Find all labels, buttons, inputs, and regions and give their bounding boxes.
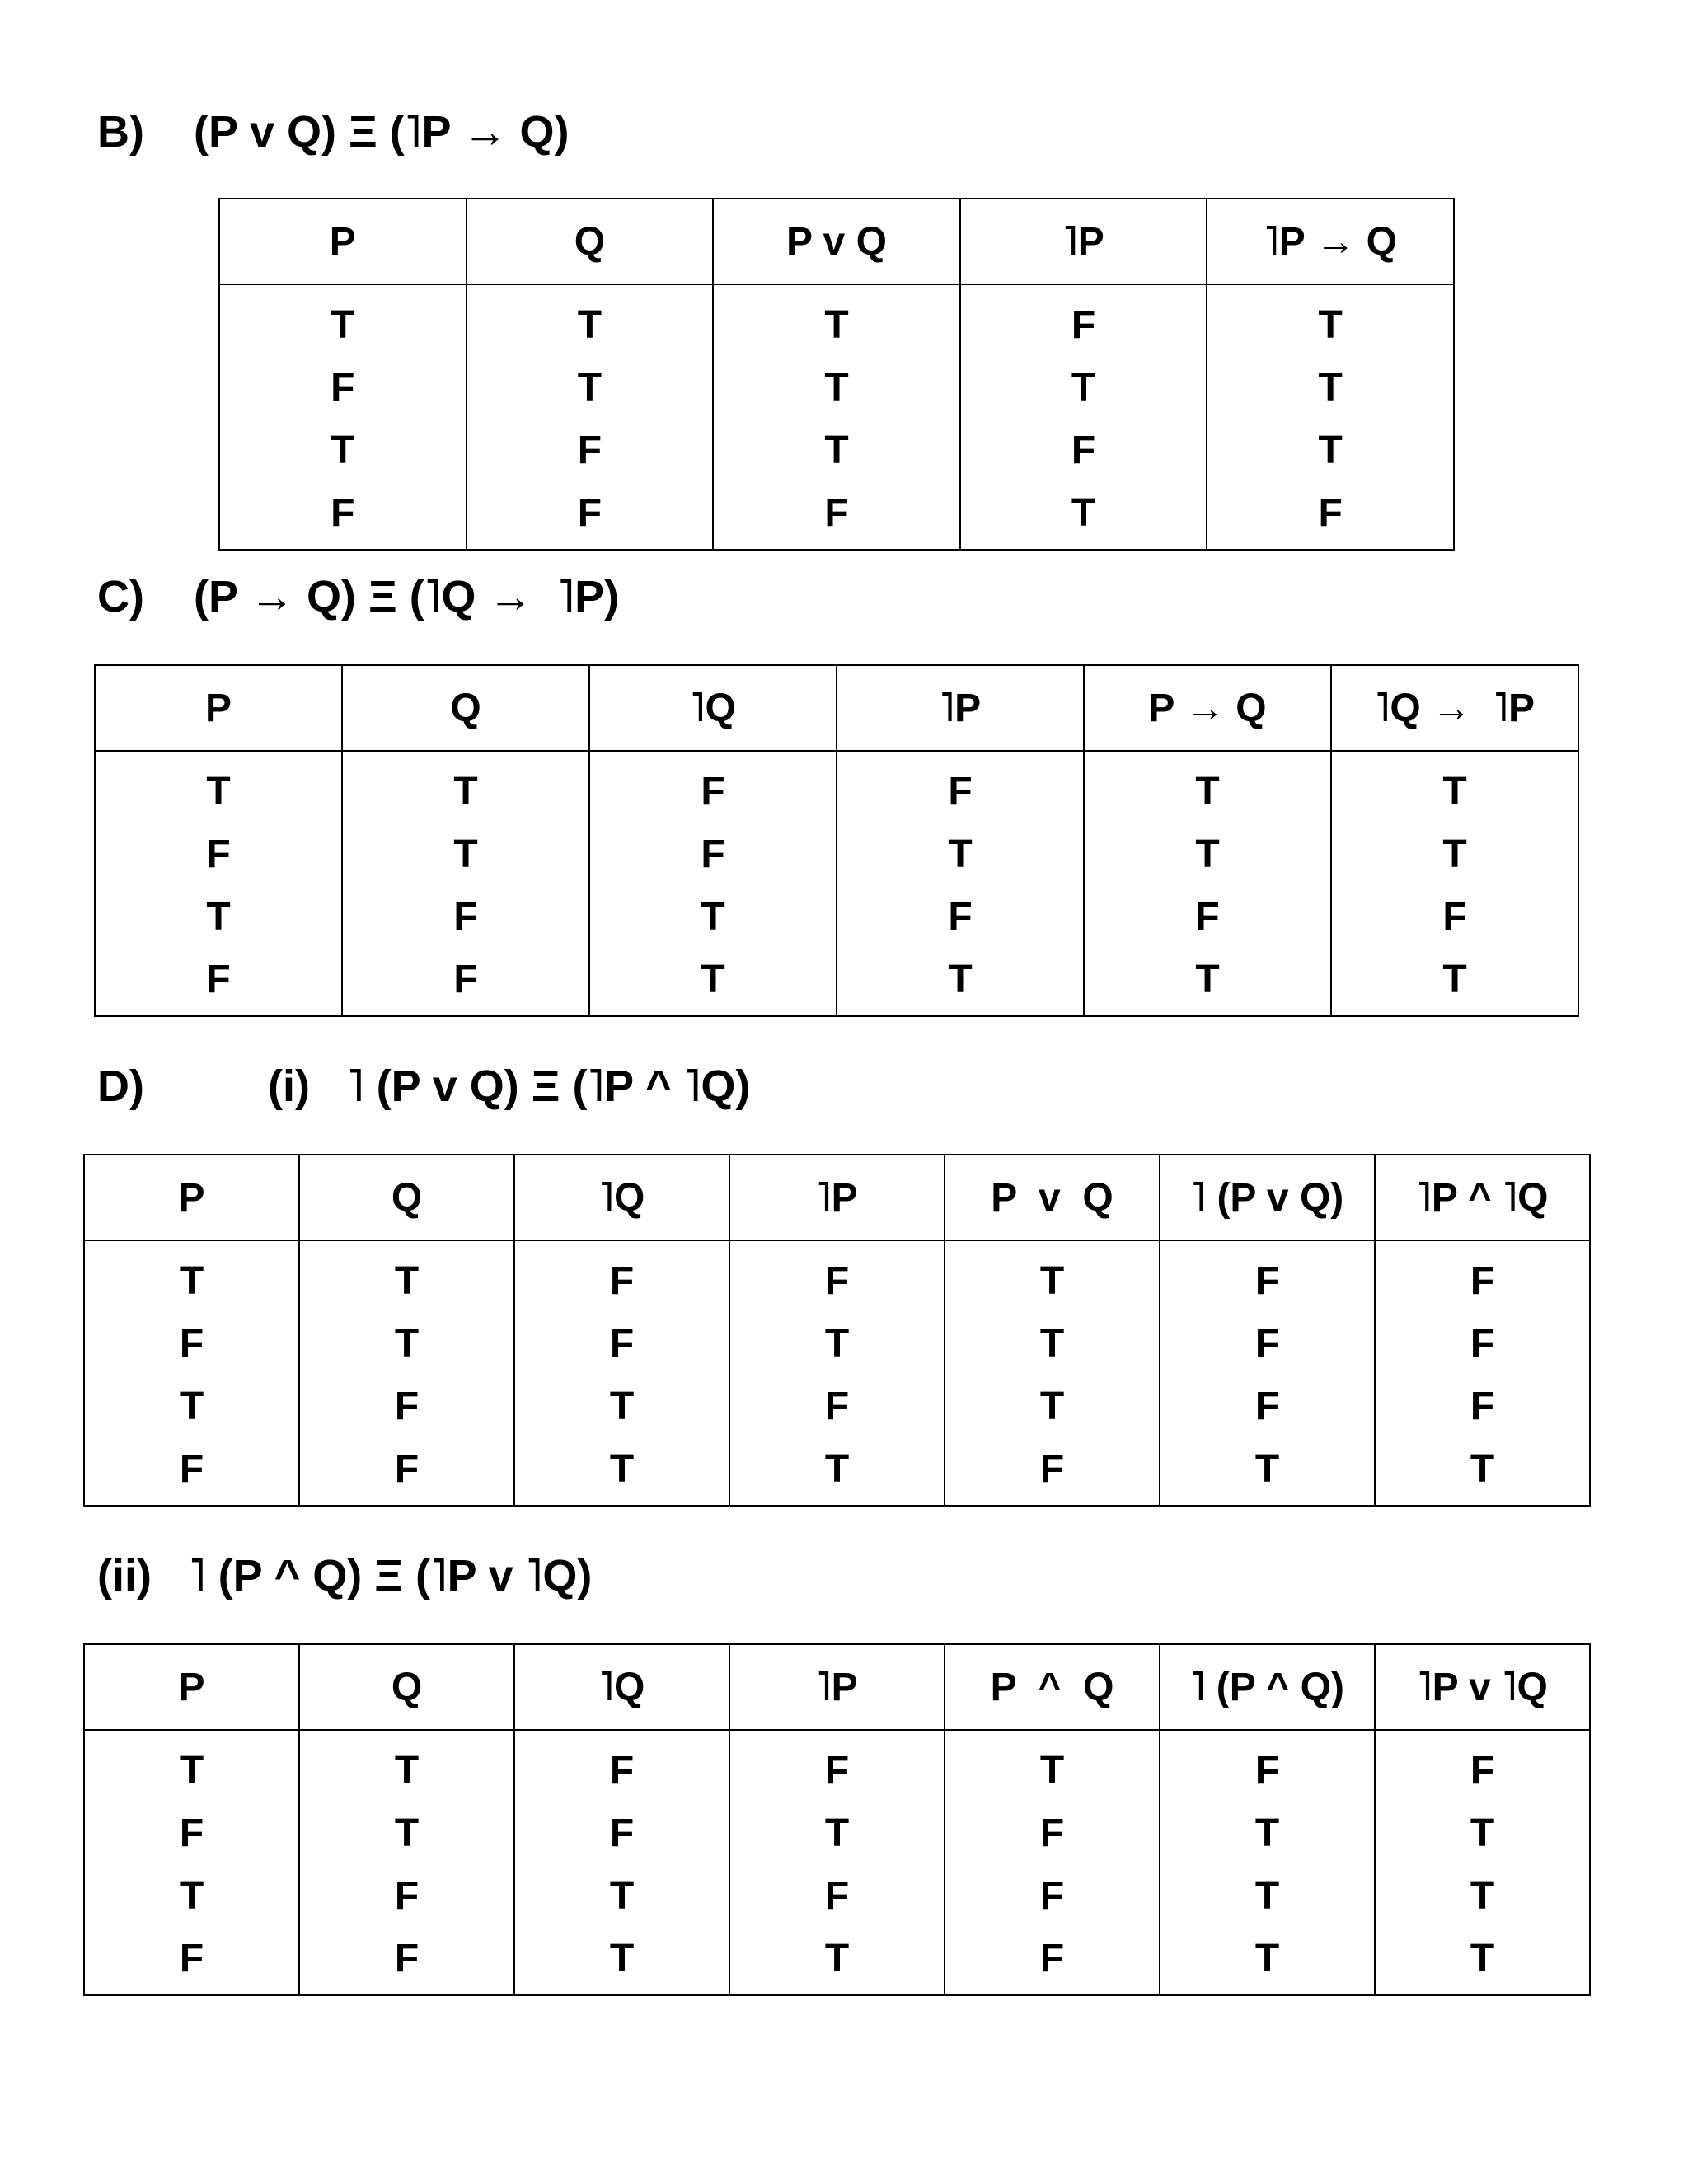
table-row: [84, 1802, 1590, 1864]
truth-value-cell: F: [299, 1927, 514, 1995]
header-row: [84, 1155, 1590, 1240]
column-header: ˥Q: [589, 665, 837, 751]
truth-value-cell: T: [1084, 948, 1331, 1016]
truth-value-cell: F: [729, 1864, 945, 1927]
truth-value-cell: T: [514, 1375, 729, 1437]
column-header: P: [84, 1155, 299, 1240]
truth-value-cell: F: [1160, 1240, 1375, 1312]
column-header: Q: [299, 1644, 514, 1730]
truth-value-cell: T: [342, 823, 589, 885]
truth-value-cell: T: [219, 284, 467, 356]
truth-value-cell: T: [729, 1437, 945, 1506]
truth-value-cell: T: [1375, 1864, 1590, 1927]
truth-value-cell: T: [1331, 823, 1578, 885]
truth-value-cell: F: [84, 1927, 299, 1995]
truth-value-cell: F: [1375, 1730, 1590, 1802]
truth-value-cell: F: [960, 419, 1207, 481]
truth-value-cell: F: [514, 1240, 729, 1312]
truth-value-cell: F: [467, 419, 714, 481]
truth-value-cell: T: [299, 1802, 514, 1864]
truth-value-cell: F: [589, 751, 837, 823]
column-header: ˥P: [837, 665, 1084, 751]
truth-value-cell: T: [342, 751, 589, 823]
header-row: [84, 1644, 1590, 1730]
truth-value-cell: T: [945, 1730, 1160, 1802]
truth-value-cell: F: [1331, 885, 1578, 948]
truth-value-cell: F: [95, 823, 342, 885]
truth-value-cell: F: [84, 1802, 299, 1864]
truth-value-cell: F: [299, 1375, 514, 1437]
table-row: [84, 1927, 1590, 1995]
truth-value-cell: T: [713, 284, 960, 356]
truth-value-cell: F: [1160, 1312, 1375, 1375]
column-header: ˥Q: [514, 1644, 729, 1730]
truth-table-b: [218, 198, 1455, 551]
truth-value-cell: T: [219, 419, 467, 481]
header-row: [95, 665, 1578, 751]
truth-value-cell: T: [729, 1927, 945, 1995]
truth-value-cell: T: [1160, 1437, 1375, 1506]
truth-value-cell: F: [1207, 481, 1454, 550]
table-row: [95, 948, 1578, 1016]
truth-value-cell: T: [713, 356, 960, 419]
column-header: ˥P → Q: [1207, 199, 1454, 284]
truth-value-cell: F: [299, 1864, 514, 1927]
header-row: [219, 199, 1454, 284]
truth-value-cell: T: [945, 1312, 1160, 1375]
truth-value-cell: T: [1207, 419, 1454, 481]
truth-value-cell: F: [589, 823, 837, 885]
truth-value-cell: T: [84, 1375, 299, 1437]
truth-value-cell: F: [713, 481, 960, 550]
truth-value-cell: F: [342, 885, 589, 948]
truth-value-cell: T: [95, 885, 342, 948]
truth-value-cell: F: [837, 885, 1084, 948]
truth-value-cell: F: [219, 356, 467, 419]
truth-value-cell: T: [713, 419, 960, 481]
truth-value-cell: F: [84, 1312, 299, 1375]
table-row: [95, 751, 1578, 823]
truth-value-cell: T: [299, 1240, 514, 1312]
truth-value-cell: F: [945, 1864, 1160, 1927]
truth-value-cell: T: [1207, 284, 1454, 356]
truth-value-cell: F: [514, 1802, 729, 1864]
table-row: [84, 1730, 1590, 1802]
truth-value-cell: F: [945, 1927, 1160, 1995]
truth-value-cell: T: [1084, 751, 1331, 823]
column-header: Q: [342, 665, 589, 751]
column-header: P: [219, 199, 467, 284]
table-row: [84, 1437, 1590, 1506]
truth-value-cell: T: [514, 1927, 729, 1995]
column-header: Q: [299, 1155, 514, 1240]
truth-value-cell: T: [1331, 751, 1578, 823]
truth-value-cell: T: [1375, 1802, 1590, 1864]
truth-value-cell: F: [467, 481, 714, 550]
truth-value-cell: T: [960, 356, 1207, 419]
truth-value-cell: T: [945, 1240, 1160, 1312]
column-header: P v Q: [713, 199, 960, 284]
table-row: [84, 1312, 1590, 1375]
column-header: P v Q: [945, 1155, 1160, 1240]
table-row: [95, 885, 1578, 948]
truth-value-cell: T: [1207, 356, 1454, 419]
truth-value-cell: T: [299, 1730, 514, 1802]
truth-value-cell: T: [514, 1437, 729, 1506]
column-header: Q: [467, 199, 714, 284]
truth-value-cell: F: [945, 1802, 1160, 1864]
truth-value-cell: F: [1084, 885, 1331, 948]
truth-value-cell: T: [589, 885, 837, 948]
truth-value-cell: T: [1160, 1927, 1375, 1995]
truth-value-cell: T: [837, 948, 1084, 1016]
truth-value-cell: F: [729, 1375, 945, 1437]
truth-value-cell: F: [219, 481, 467, 550]
truth-value-cell: T: [1084, 823, 1331, 885]
truth-value-cell: T: [467, 284, 714, 356]
table-row: [219, 284, 1454, 356]
truth-value-cell: T: [1331, 948, 1578, 1016]
truth-table-d-i: [83, 1154, 1591, 1507]
column-header: ˥P ^ ˥Q: [1375, 1155, 1590, 1240]
truth-value-cell: F: [514, 1730, 729, 1802]
column-header: ˥P: [729, 1155, 945, 1240]
truth-value-cell: T: [84, 1864, 299, 1927]
truth-value-cell: F: [1375, 1375, 1590, 1437]
column-header: ˥Q → ˥P: [1331, 665, 1578, 751]
table-row: [219, 419, 1454, 481]
truth-value-cell: F: [299, 1437, 514, 1506]
truth-value-cell: F: [960, 284, 1207, 356]
table-row: [84, 1864, 1590, 1927]
truth-value-cell: F: [84, 1437, 299, 1506]
truth-value-cell: F: [1160, 1375, 1375, 1437]
truth-value-cell: F: [95, 948, 342, 1016]
truth-value-cell: T: [589, 948, 837, 1016]
truth-value-cell: F: [1160, 1730, 1375, 1802]
table-row: [219, 481, 1454, 550]
truth-value-cell: T: [729, 1802, 945, 1864]
table-row: [95, 823, 1578, 885]
truth-value-cell: T: [1375, 1437, 1590, 1506]
section-d-i-heading: D) (i) ˥ (P v Q) Ξ (˥P ^ ˥Q): [97, 1062, 751, 1111]
section-d-ii-heading: (ii) ˥ (P ^ Q) Ξ (˥P v ˥Q): [97, 1551, 593, 1601]
column-header: ˥P v ˥Q: [1375, 1644, 1590, 1730]
column-header: P: [84, 1644, 299, 1730]
truth-value-cell: T: [960, 481, 1207, 550]
column-header: P → Q: [1084, 665, 1331, 751]
column-header: P: [95, 665, 342, 751]
truth-value-cell: T: [84, 1730, 299, 1802]
table-row: [219, 356, 1454, 419]
section-b-heading: B) (P v Q) Ξ (˥P → Q): [97, 107, 570, 157]
table-row: [84, 1240, 1590, 1312]
truth-value-cell: T: [1160, 1864, 1375, 1927]
column-header: ˥P: [729, 1644, 945, 1730]
truth-table-d-ii: [83, 1643, 1591, 1996]
column-header: ˥ (P ^ Q): [1160, 1644, 1375, 1730]
truth-value-cell: F: [514, 1312, 729, 1375]
column-header: ˥Q: [514, 1155, 729, 1240]
truth-value-cell: F: [837, 751, 1084, 823]
column-header: ˥ (P v Q): [1160, 1155, 1375, 1240]
truth-value-cell: T: [837, 823, 1084, 885]
truth-value-cell: T: [1375, 1927, 1590, 1995]
truth-table-c: [94, 664, 1579, 1017]
truth-value-cell: F: [945, 1437, 1160, 1506]
truth-value-cell: T: [299, 1312, 514, 1375]
truth-value-cell: F: [1375, 1312, 1590, 1375]
column-header: P ^ Q: [945, 1644, 1160, 1730]
truth-value-cell: T: [514, 1864, 729, 1927]
truth-value-cell: T: [95, 751, 342, 823]
column-header: ˥P: [960, 199, 1207, 284]
truth-value-cell: F: [729, 1240, 945, 1312]
table-row: [84, 1375, 1590, 1437]
truth-value-cell: T: [467, 356, 714, 419]
truth-value-cell: F: [1375, 1240, 1590, 1312]
section-c-heading: C) (P → Q) Ξ (˥Q → ˥P): [97, 572, 620, 621]
truth-value-cell: F: [342, 948, 589, 1016]
truth-value-cell: T: [729, 1312, 945, 1375]
truth-value-cell: T: [1160, 1802, 1375, 1864]
truth-value-cell: F: [729, 1730, 945, 1802]
truth-value-cell: T: [84, 1240, 299, 1312]
truth-value-cell: T: [945, 1375, 1160, 1437]
